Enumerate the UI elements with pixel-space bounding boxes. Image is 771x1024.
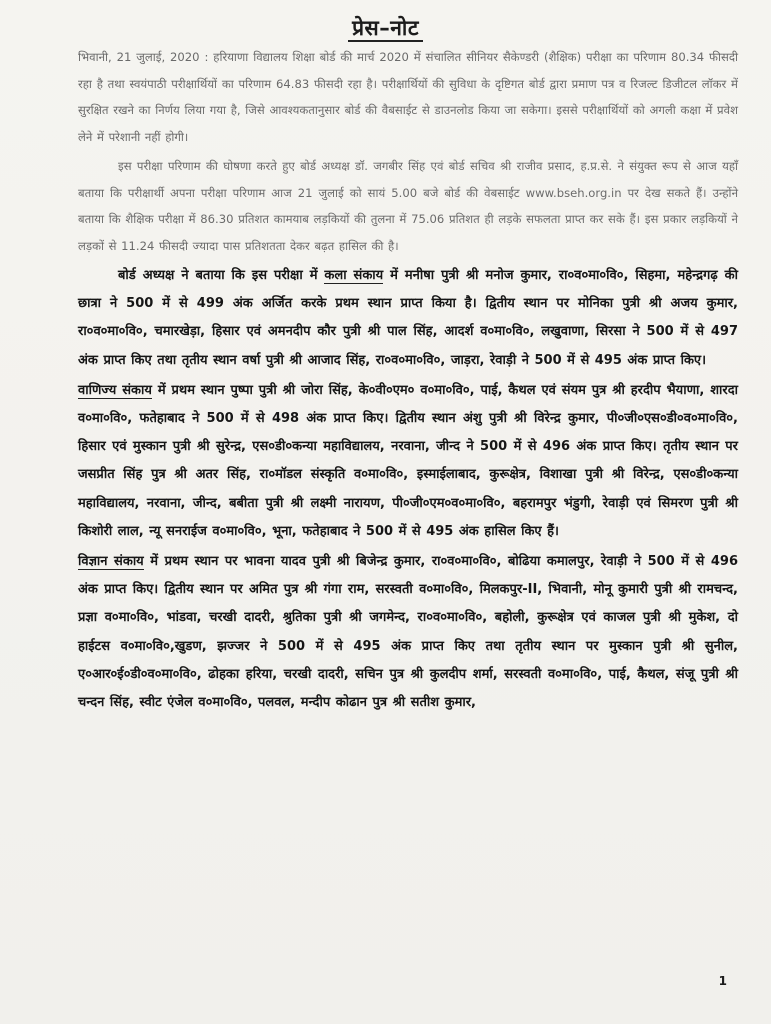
arts-lead: बोर्ड अध्यक्ष ने बताया कि इस परीक्षा में: [118, 268, 318, 283]
commerce-paragraph: [78, 377, 738, 546]
arts-paragraph: [78, 262, 738, 375]
science-paragraph: [78, 548, 738, 717]
document-body: [78, 44, 738, 717]
science-label: विज्ञान संकाय: [78, 554, 144, 570]
intro-paragraph: भिवानी, 21 जुलाई, 2020 : हरियाणा विद्यालय शिक्षा बोर्ड की मार्च 2020 में संचालित सीनियर सैकेण्डरी (शैक्षिक) परीक्षा का परिणाम 80.34 फीसदी रहा है तथा स्वयंपाठी परीक्षार्थियों का परिणाम 64.83 फीसदी रहा है। परीक्षार्थियों की सुविधा के दृष्टिगत बोर्ड द्वारा प्रमाण पत्र व रिजल्ट डिजीटल लॉकर में सुरक्षित रखने का निर्णय लिया गया है, जिसे आवश्यकतानुसार बोर्ड की वैबसाईट से डाउनलोड किया जा सकेगा। इससे परीक्षार्थियों को अगली कक्षा में प्रवेश लेने में परेशानी नहीं होगी।: [78, 50, 738, 144]
commerce-text: में प्रथम स्थान पुष्पा पुत्री श्री जोरा सिंह, के०वी०एम० व०मा०वि०, पाई, कैथल एवं संयम पुत्र श्री हरदीप भैयाणा, शारदा व०मा०वि०, फतेहाबाद ने 500 में से 498 अंक प्राप्त किए। द्वितीय स्थान अंशु पुत्री श्री विरेन्द्र कुमार, पी०जी०एस०डी०व०मा०वि०, हिसार एवं मुस्कान पुत्री श्री सुरेन्द्र, एस०डी०कन्या महाविद्यालय, नरवाना, जीन्द ने 500 में से 496 अंक प्राप्त किए। तृतीय स्थान पर जसप्रीत सिंह पुत्र श्री अतर सिंह, रा०मॉडल संस्कृति व०मा०वि०, इस्माईलाबाद, कुरूक्षेत्र, विशाखा पुत्री श्री विरेन्द्र, एस०डी०कन्या महाविद्यालय, नरवाना, जीन्द, बबीता पुत्री श्री लक्ष्मी नारायण, पी०जी०एम०व०मा०वि०, बहरामपुर भंडुगी, रेवाड़ी एवं सिमरण पुत्री श्री किशोरी लाल, न्यू सनराईज व०मा०वि०, भूना, फतेहाबाद ने 500 में से 495 अंक हासिल किए हैं।: [78, 382, 738, 539]
page-number: 1: [718, 974, 727, 988]
announcement-paragraph: [78, 153, 738, 259]
announcement-text: इस परीक्षा परिणाम की घोषणा करते हुए बोर्ड अध्यक्ष डॉ. जगबीर सिंह एवं बोर्ड सचिव श्री राजीव प्रसाद, ह.प्र.से. ने संयुक्त रूप से आज यहाँ बताया कि परीक्षार्थी अपना परीक्षा परिणाम आज 21 जुलाई को सायं 5.00 बजे बोर्ड की वेबसाईट www.bseh.org.in पर देख सकते हैं। उन्होंने बताया कि शैक्षिक परीक्षा में 86.30 प्रतिशत कामयाब लड़कियों की तुलना में 75.06 प्रतिशत ही लड़के सफलता प्राप्त कर सके हैं। इस प्रकार लड़कियों ने लड़कों से 11.24 फीसदी ज्यादा पास प्रतिशतता देकर बढ़त हासिल की है।: [78, 159, 738, 253]
page-title: [0, 14, 771, 42]
title-text: प्रेस–नोट: [348, 16, 423, 42]
arts-label: कला संकाय: [324, 268, 384, 283]
science-text: में प्रथम स्थान पर भावना यादव पुत्री श्री बिजेन्द्र कुमार, रा०व०मा०वि०, बोढिया कमालपुर, रेवाड़ी ने 500 में से 496 अंक प्राप्त किए। द्वितीय स्थान पर अमित पुत्र श्री गंगा राम, सरस्वती व०मा०वि०, मिलकपुर-II, भिवानी, मोनू कुमारी पुत्री श्री रामचन्द, प्रज्ञा व०मा०वि०, भांडवा, चरखी दादरी, श्रुतिका पुत्री श्री जगमेन्द, रा०व०मा०वि०, बहोली, कुरूक्षेत्र एवं काजल पुत्री श्री मुकेश, दो हाईटस व०मा०वि०,खुडण, झज्जर ने 500 में से 495 अंक प्राप्त किए तथा तृतीय स्थान पर मुस्कान पुत्री श्री सुनील, ए०आर०ई०डी०व०मा०वि०, ढोहका हरिया, चरखी दादरी, सचिन पुत्र श्री कुलदीप शर्मा, सरस्वती व०मा०वि०, पाई, कैथल, संजू पुत्री श्री चन्दन सिंह, स्वीट एंजेल व०मा०वि०, पलवल, मन्दीप कोढान पुत्र श्री सतीश कुमार,: [78, 554, 739, 711]
commerce-label: वाणिज्य संकाय: [78, 382, 152, 398]
arts-text: में मनीषा पुत्री श्री मनोज कुमार, रा०व०मा०वि०, सिहमा, महेन्द्रगढ़ की छात्रा ने 500 में से 499 अंक अर्जित करके प्रथम स्थान प्राप्त किया है। द्वितीय स्थान पर मोनिका पुत्री श्री अजय कुमार, रा०व०मा०वि०, चमारखेड़ा, हिसार एवं अमनदीप कौर पुत्री श्री पाल सिंह, आदर्श व०मा०वि०, लखुवाणा, सिरसा ने 500 में से 497 अंक प्राप्त किए तथा तृतीय स्थान वर्षा पुत्री श्री आजाद सिंह, रा०व०मा०वि०, जाड़रा, रेवाड़ी ने 500 में से 495 अंक प्राप्त किए।: [78, 268, 739, 368]
